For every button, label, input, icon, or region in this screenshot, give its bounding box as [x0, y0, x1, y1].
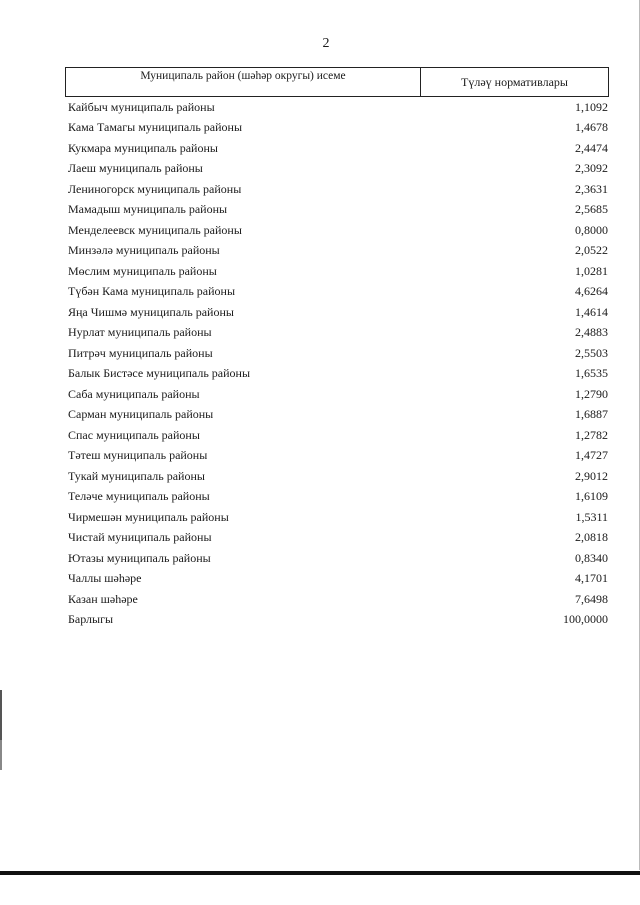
municipality-name: Мөслим муниципаль районы [68, 263, 217, 278]
scan-edge-mark-left-lower [0, 740, 2, 770]
page-number: 2 [322, 36, 330, 51]
table-header [65, 67, 609, 97]
payment-norm-value: 100,0000 [563, 612, 608, 627]
table-row [68, 323, 608, 344]
table-row [68, 282, 608, 303]
payment-norm-value: 0,8000 [575, 222, 608, 237]
municipality-name: Чаллы шәһәре [68, 571, 142, 586]
payment-norm-value: 2,3092 [575, 161, 608, 176]
payment-norm-value: 1,1092 [575, 99, 608, 114]
payment-norm-value: 1,4678 [575, 120, 608, 135]
table-row [68, 610, 608, 631]
municipality-name: Балык Бистәсе муниципаль районы [68, 366, 251, 381]
municipality-name: Тукай муниципаль районы [68, 468, 205, 483]
table-row [68, 200, 608, 221]
table-row [68, 589, 608, 610]
table-row [68, 548, 608, 569]
payment-norm-value: 2,5503 [575, 345, 608, 360]
municipality-name: Теләче муниципаль районы [68, 489, 210, 504]
payment-norm-value: 1,6887 [575, 407, 608, 422]
payment-norm-value: 1,6109 [575, 489, 608, 504]
payment-norm-value: 1,5311 [575, 509, 608, 524]
table-row [68, 569, 608, 590]
municipality-name: Барлыгы [68, 612, 114, 627]
column-header-municipality: Муниципаль район (шәһәр округы) исеме [66, 68, 421, 96]
municipality-name: Минзәлә муниципаль районы [68, 243, 220, 258]
municipality-name: Чистай муниципаль районы [68, 530, 212, 545]
table-row [68, 261, 608, 282]
municipality-name: Кайбыч муниципаль районы [68, 99, 215, 114]
table-row [68, 159, 608, 180]
payment-norm-value: 1,6535 [575, 366, 608, 381]
table-row [68, 425, 608, 446]
payment-norm-value: 2,4474 [575, 140, 608, 155]
table-row [68, 507, 608, 528]
table-body [68, 97, 608, 630]
payment-norm-value: 1,2790 [575, 386, 608, 401]
table-row [68, 487, 608, 508]
payment-norm-value: 2,0522 [575, 243, 608, 258]
payment-norm-value: 1,4727 [575, 448, 608, 463]
table-row [68, 466, 608, 487]
table-row [68, 241, 608, 262]
municipality-name: Лениногорск муниципаль районы [68, 181, 242, 196]
table-row [68, 118, 608, 139]
table-row [68, 384, 608, 405]
table-row [68, 302, 608, 323]
payment-norm-value: 7,6498 [575, 591, 608, 606]
payment-norm-value: 4,6264 [575, 284, 608, 299]
payment-norm-value: 4,1701 [575, 571, 608, 586]
scan-bottom-bar [0, 871, 640, 875]
table-row [68, 446, 608, 467]
municipality-name: Мамадыш муниципаль районы [68, 202, 228, 217]
municipality-name: Спас муниципаль районы [68, 427, 200, 442]
municipality-name: Кукмара муниципаль районы [68, 140, 218, 155]
municipality-name: Тәтеш муниципаль районы [68, 448, 208, 463]
payment-norm-value: 2,9012 [575, 468, 608, 483]
payment-norm-value: 2,5685 [575, 202, 608, 217]
table-row [68, 220, 608, 241]
table-row [68, 138, 608, 159]
municipality-name: Менделеевск муниципаль районы [68, 222, 242, 237]
table-row [68, 179, 608, 200]
payment-norm-value: 1,4614 [575, 304, 608, 319]
municipality-name: Нурлат муниципаль районы [68, 325, 212, 340]
payment-norm-value: 2,4883 [575, 325, 608, 340]
payment-norm-value: 1,2782 [575, 427, 608, 442]
municipality-name: Кама Тамагы муниципаль районы [68, 120, 243, 135]
municipality-name: Чирмешән муниципаль районы [68, 509, 229, 524]
table-row [68, 343, 608, 364]
municipality-name: Лаеш муниципаль районы [68, 161, 203, 176]
payment-norm-value: 0,8340 [575, 550, 608, 565]
municipality-name: Түбән Кама муниципаль районы [68, 284, 236, 299]
table-row [68, 405, 608, 426]
table-row [68, 97, 608, 118]
municipality-name: Питрәч муниципаль районы [68, 345, 213, 360]
municipality-name: Яңа Чишмә муниципаль районы [68, 304, 234, 319]
municipality-name: Казан шәһәре [68, 591, 138, 606]
column-header-payment-norms: Түләү нормативлары [461, 75, 568, 89]
table-row [68, 364, 608, 385]
municipality-name: Ютазы муниципаль районы [68, 550, 211, 565]
payment-norm-value: 1,0281 [575, 263, 608, 278]
payment-norm-value: 2,0818 [575, 530, 608, 545]
municipality-name: Саба муниципаль районы [68, 386, 200, 401]
payment-norm-value: 2,3631 [575, 181, 608, 196]
municipality-name: Сарман муниципаль районы [68, 407, 214, 422]
table-row [68, 528, 608, 549]
